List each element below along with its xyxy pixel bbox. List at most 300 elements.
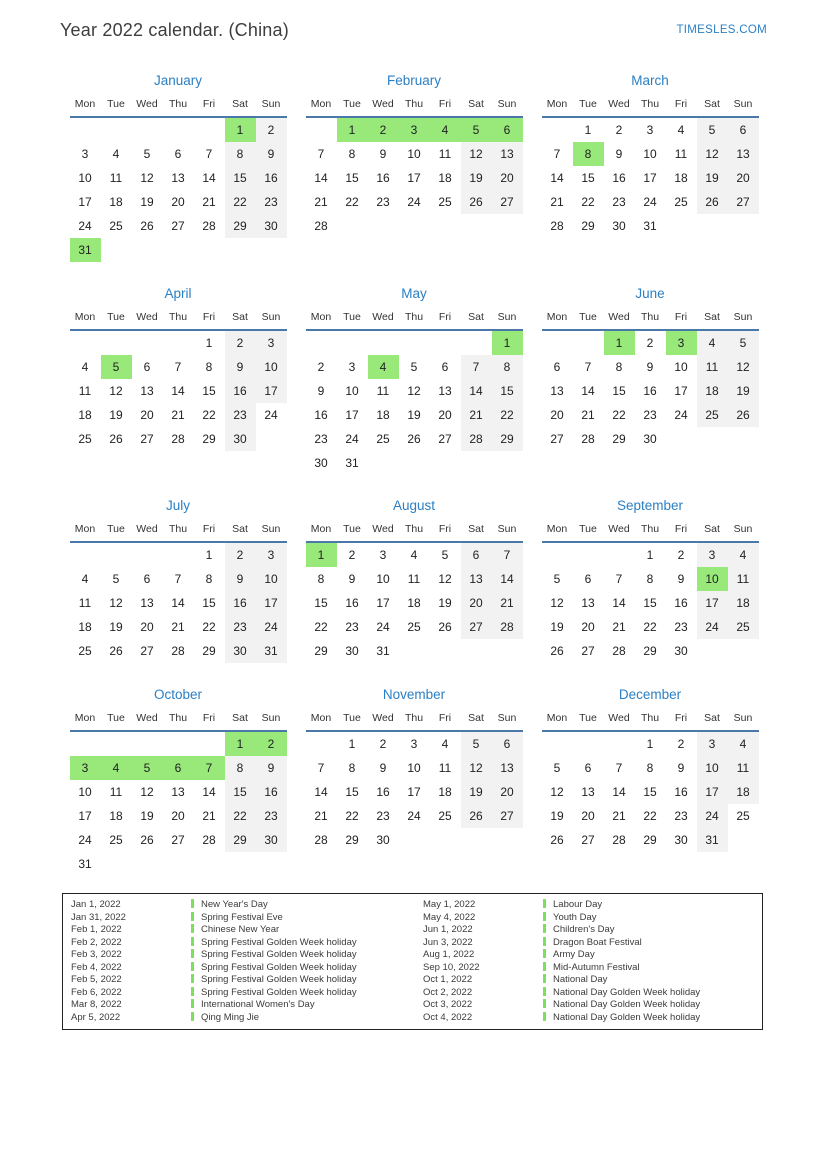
weekday-header-sun: Sun: [492, 519, 523, 542]
empty-cell: [163, 238, 194, 262]
day-february-7: 7: [317, 147, 325, 161]
day-january-16: 16: [256, 166, 287, 190]
legend-date: Apr 5, 2022: [71, 1011, 121, 1023]
holiday-marker-bar: [543, 937, 546, 946]
day-september-21: 21: [612, 620, 626, 634]
day-july-16: 16: [225, 591, 256, 615]
day-october-3: 3: [70, 756, 101, 780]
day-july-14: 14: [171, 596, 185, 610]
empty-cell: [697, 214, 728, 238]
day-march-27: 27: [728, 190, 759, 214]
day-december-21: 21: [612, 809, 626, 823]
legend-entry: [543, 999, 762, 1012]
empty-cell: [430, 330, 461, 355]
day-may-7: 7: [461, 355, 492, 379]
empty-cell: [132, 330, 163, 355]
day-july-21: 21: [171, 620, 185, 634]
day-january-28: 28: [202, 219, 216, 233]
week-row: [70, 852, 287, 876]
day-february-14: 14: [314, 171, 328, 185]
day-february-19: 19: [461, 166, 492, 190]
day-september-6: 6: [584, 572, 592, 586]
site-link[interactable]: TIMESLES.COM: [676, 24, 767, 36]
weekday-header-thu: Thu: [635, 519, 666, 542]
weekday-header-sat: Sat: [461, 307, 492, 330]
day-march-4: 4: [677, 123, 685, 137]
day-october-31: 31: [78, 857, 92, 871]
legend-date: Mar 8, 2022: [71, 999, 122, 1010]
legend-entry: [543, 899, 762, 912]
day-february-17: 17: [407, 171, 421, 185]
legend-entry: [191, 987, 423, 1000]
day-september-27: 27: [581, 644, 595, 658]
day-january-4: 4: [112, 147, 120, 161]
day-november-28: 28: [314, 833, 328, 847]
day-april-20: 20: [140, 408, 154, 422]
weekday-header-fri: Fri: [666, 708, 697, 731]
day-june-21: 21: [581, 408, 595, 422]
week-row: [306, 190, 523, 214]
weekday-header-wed: Wed: [132, 94, 163, 117]
day-september-25: 25: [728, 615, 759, 639]
day-april-13: 13: [140, 384, 154, 398]
week-row: [70, 355, 287, 379]
week-row: [306, 427, 523, 451]
empty-cell: [256, 852, 287, 876]
weekday-header-thu: Thu: [399, 94, 430, 117]
holiday-marker-bar: [191, 949, 194, 958]
day-june-17: 17: [674, 384, 688, 398]
day-april-26: 26: [109, 432, 123, 446]
day-august-30: 30: [345, 644, 359, 658]
day-september-16: 16: [674, 596, 688, 610]
week-row: [542, 427, 759, 451]
day-march-19: 19: [697, 166, 728, 190]
day-february-18: 18: [438, 171, 452, 185]
weekday-header-thu: Thu: [635, 708, 666, 731]
empty-cell: [101, 330, 132, 355]
empty-cell: [101, 238, 132, 262]
day-september-19: 19: [550, 620, 564, 634]
day-january-20: 20: [171, 195, 185, 209]
empty-cell: [132, 731, 163, 756]
day-february-6: 6: [492, 117, 523, 142]
empty-cell: [337, 330, 368, 355]
day-may-4: 4: [368, 355, 399, 379]
day-september-15: 15: [643, 596, 657, 610]
empty-cell: [461, 828, 492, 852]
weekday-header-tue: Tue: [573, 307, 604, 330]
day-may-27: 27: [438, 432, 452, 446]
day-july-10: 10: [256, 567, 287, 591]
day-december-19: 19: [550, 809, 564, 823]
day-june-27: 27: [550, 432, 564, 446]
empty-cell: [70, 731, 101, 756]
empty-cell: [399, 451, 430, 475]
day-october-23: 23: [256, 804, 287, 828]
day-september-18: 18: [728, 591, 759, 615]
day-december-29: 29: [643, 833, 657, 847]
legend-holiday-name: Spring Festival Golden Week holiday: [201, 961, 357, 973]
week-row: [542, 756, 759, 780]
day-january-18: 18: [109, 195, 123, 209]
month-december: [532, 684, 768, 876]
day-april-10: 10: [256, 355, 287, 379]
legend-holiday-name: Spring Festival Golden Week holiday: [201, 949, 357, 960]
empty-cell: [697, 639, 728, 663]
weekday-header-sat: Sat: [461, 519, 492, 542]
day-march-21: 21: [550, 195, 564, 209]
weekday-header-sat: Sat: [461, 94, 492, 117]
day-february-24: 24: [407, 195, 421, 209]
empty-cell: [430, 639, 461, 663]
weekday-header-wed: Wed: [604, 94, 635, 117]
day-october-25: 25: [109, 833, 123, 847]
legend-holiday-name: Youth Day: [553, 911, 597, 923]
day-march-6: 6: [728, 117, 759, 142]
february-grid: [306, 94, 523, 238]
day-may-11: 11: [376, 384, 390, 398]
week-row: [70, 330, 287, 355]
day-december-18: 18: [728, 780, 759, 804]
day-october-21: 21: [202, 809, 216, 823]
empty-cell: [225, 238, 256, 262]
day-september-12: 12: [550, 596, 564, 610]
week-row: [70, 166, 287, 190]
day-july-12: 12: [109, 596, 123, 610]
empty-cell: [430, 828, 461, 852]
empty-cell: [492, 828, 523, 852]
weekday-header-sat: Sat: [225, 519, 256, 542]
legend-entry: [543, 987, 762, 1000]
weekday-header-thu: Thu: [399, 519, 430, 542]
day-april-18: 18: [78, 408, 92, 422]
empty-cell: [306, 731, 337, 756]
day-july-27: 27: [140, 644, 154, 658]
day-july-20: 20: [140, 620, 154, 634]
weekday-header-sun: Sun: [256, 94, 287, 117]
weekday-header-mon: Mon: [70, 519, 101, 542]
empty-cell: [101, 852, 132, 876]
june-grid: [542, 307, 759, 451]
month-august: [296, 495, 532, 684]
day-october-5: 5: [132, 756, 163, 780]
week-row: [542, 190, 759, 214]
legend-holiday-name: Dragon Boat Festival: [553, 936, 642, 948]
day-june-9: 9: [646, 360, 654, 374]
day-june-6: 6: [553, 360, 561, 374]
day-november-6: 6: [492, 731, 523, 756]
day-october-4: 4: [101, 756, 132, 780]
day-october-14: 14: [202, 785, 216, 799]
day-october-11: 11: [109, 785, 123, 799]
month-title-april: April: [164, 286, 192, 301]
week-row: [70, 379, 287, 403]
day-september-14: 14: [612, 596, 626, 610]
day-april-12: 12: [109, 384, 123, 398]
day-august-11: 11: [407, 572, 421, 586]
day-october-17: 17: [78, 809, 92, 823]
month-title-june: June: [635, 286, 665, 301]
day-january-27: 27: [171, 219, 185, 233]
day-may-14: 14: [461, 379, 492, 403]
weekday-header-tue: Tue: [337, 94, 368, 117]
day-october-30: 30: [256, 828, 287, 852]
day-may-5: 5: [410, 360, 418, 374]
day-september-10: 10: [697, 567, 728, 591]
day-october-18: 18: [109, 809, 123, 823]
legend-date: Oct 1, 2022: [423, 974, 473, 985]
day-july-18: 18: [78, 620, 92, 634]
day-april-8: 8: [205, 360, 213, 374]
day-may-23: 23: [314, 432, 328, 446]
legend-entry: [543, 912, 762, 925]
week-row: [70, 591, 287, 615]
empty-cell: [132, 542, 163, 567]
day-july-22: 22: [202, 620, 216, 634]
day-june-19: 19: [728, 379, 759, 403]
day-july-19: 19: [109, 620, 123, 634]
day-february-5: 5: [461, 117, 492, 142]
day-may-15: 15: [492, 379, 523, 403]
week-row: [542, 117, 759, 142]
week-row: [542, 542, 759, 567]
day-november-18: 18: [438, 785, 452, 799]
empty-cell: [70, 542, 101, 567]
weekday-header-tue: Tue: [101, 519, 132, 542]
legend-entry: [191, 962, 423, 975]
day-november-5: 5: [461, 731, 492, 756]
day-april-24: 24: [264, 408, 278, 422]
weekday-header-sun: Sun: [492, 94, 523, 117]
day-january-24: 24: [78, 219, 92, 233]
empty-cell: [666, 214, 697, 238]
week-row: [542, 355, 759, 379]
day-august-29: 29: [314, 644, 328, 658]
day-august-8: 8: [317, 572, 325, 586]
legend-date: Oct 2, 2022: [423, 986, 473, 998]
holiday-marker-bar: [543, 912, 546, 921]
day-august-13: 13: [461, 567, 492, 591]
weekday-header-tue: Tue: [337, 307, 368, 330]
day-june-14: 14: [581, 384, 595, 398]
day-january-2: 2: [256, 117, 287, 142]
day-march-25: 25: [674, 195, 688, 209]
day-august-14: 14: [492, 567, 523, 591]
day-february-3: 3: [399, 117, 430, 142]
weekday-header-fri: Fri: [430, 708, 461, 731]
day-february-16: 16: [376, 171, 390, 185]
weekday-header-mon: Mon: [70, 708, 101, 731]
empty-cell: [368, 451, 399, 475]
legend-date: May 4, 2022: [423, 911, 476, 923]
weekday-header-sat: Sat: [697, 307, 728, 330]
day-february-11: 11: [438, 147, 452, 161]
holiday-marker-bar: [191, 937, 194, 946]
day-april-7: 7: [174, 360, 182, 374]
holiday-marker-bar: [191, 987, 194, 996]
day-december-3: 3: [697, 731, 728, 756]
legend-entry: [543, 1012, 762, 1025]
day-january-30: 30: [256, 214, 287, 238]
month-title-october: October: [153, 687, 203, 702]
day-january-19: 19: [140, 195, 154, 209]
day-october-7: 7: [194, 756, 225, 780]
day-june-23: 23: [643, 408, 657, 422]
day-september-11: 11: [728, 567, 759, 591]
weekday-header-fri: Fri: [430, 519, 461, 542]
day-august-24: 24: [376, 620, 390, 634]
day-january-10: 10: [78, 171, 92, 185]
empty-cell: [604, 542, 635, 567]
week-row: [70, 190, 287, 214]
day-february-27: 27: [492, 190, 523, 214]
week-row: [306, 355, 523, 379]
day-june-12: 12: [728, 355, 759, 379]
weekday-header-sat: Sat: [225, 94, 256, 117]
empty-cell: [194, 117, 225, 142]
day-february-2: 2: [368, 117, 399, 142]
day-july-28: 28: [171, 644, 185, 658]
week-row: [306, 214, 523, 238]
weekday-header-tue: Tue: [101, 307, 132, 330]
empty-cell: [542, 542, 573, 567]
week-row: [542, 615, 759, 639]
empty-cell: [101, 117, 132, 142]
day-april-23: 23: [225, 403, 256, 427]
day-october-9: 9: [256, 756, 287, 780]
day-march-8: 8: [573, 142, 604, 166]
day-june-10: 10: [674, 360, 688, 374]
day-august-28: 28: [492, 615, 523, 639]
legend-entry: [191, 974, 423, 987]
week-row: [70, 780, 287, 804]
week-row: [542, 214, 759, 238]
day-december-5: 5: [553, 761, 561, 775]
week-row: [306, 379, 523, 403]
day-october-13: 13: [171, 785, 185, 799]
empty-cell: [399, 639, 430, 663]
empty-cell: [728, 214, 759, 238]
december-grid: [542, 708, 759, 852]
day-september-2: 2: [677, 548, 685, 562]
day-july-30: 30: [225, 639, 256, 663]
day-july-5: 5: [112, 572, 120, 586]
week-row: [542, 142, 759, 166]
weekday-header-mon: Mon: [542, 708, 573, 731]
week-row: [542, 567, 759, 591]
week-row: [70, 427, 287, 451]
week-row: [542, 804, 759, 828]
legend-holiday-name: International Women's Day: [201, 999, 315, 1010]
day-june-25: 25: [697, 403, 728, 427]
empty-cell: [399, 214, 430, 238]
day-october-28: 28: [202, 833, 216, 847]
day-february-4: 4: [430, 117, 461, 142]
day-june-1: 1: [604, 330, 635, 355]
weekday-header-sat: Sat: [461, 708, 492, 731]
month-january: [60, 70, 296, 283]
day-september-3: 3: [697, 542, 728, 567]
day-june-3: 3: [666, 330, 697, 355]
empty-cell: [492, 451, 523, 475]
day-december-20: 20: [581, 809, 595, 823]
empty-cell: [163, 542, 194, 567]
day-november-27: 27: [492, 804, 523, 828]
weekday-header-sun: Sun: [492, 307, 523, 330]
day-may-28: 28: [461, 427, 492, 451]
day-november-12: 12: [461, 756, 492, 780]
week-row: [70, 542, 287, 567]
week-row: [306, 731, 523, 756]
day-march-24: 24: [643, 195, 657, 209]
day-october-12: 12: [140, 785, 154, 799]
day-october-22: 22: [225, 804, 256, 828]
week-row: [306, 330, 523, 355]
month-may: [296, 283, 532, 495]
week-row: [306, 780, 523, 804]
day-may-31: 31: [345, 456, 359, 470]
day-march-16: 16: [612, 171, 626, 185]
day-march-22: 22: [581, 195, 595, 209]
day-march-15: 15: [581, 171, 595, 185]
day-december-27: 27: [581, 833, 595, 847]
weekday-header-mon: Mon: [542, 519, 573, 542]
day-may-12: 12: [407, 384, 421, 398]
day-march-29: 29: [581, 219, 595, 233]
weekday-header-sat: Sat: [225, 708, 256, 731]
day-april-2: 2: [225, 330, 256, 355]
week-row: [306, 756, 523, 780]
legend-entry: [191, 949, 423, 962]
day-january-1: 1: [225, 117, 256, 142]
day-february-13: 13: [492, 142, 523, 166]
day-november-10: 10: [407, 761, 421, 775]
day-june-29: 29: [612, 432, 626, 446]
day-april-6: 6: [143, 360, 151, 374]
day-september-7: 7: [615, 572, 623, 586]
day-january-13: 13: [171, 171, 185, 185]
empty-cell: [194, 238, 225, 262]
weekday-header-wed: Wed: [368, 307, 399, 330]
week-row: [542, 330, 759, 355]
week-row: [542, 379, 759, 403]
month-title-november: November: [382, 687, 446, 702]
months-grid: [60, 70, 768, 876]
day-december-23: 23: [674, 809, 688, 823]
empty-cell: [256, 427, 287, 451]
day-october-26: 26: [140, 833, 154, 847]
day-june-8: 8: [615, 360, 623, 374]
weekday-header-wed: Wed: [604, 519, 635, 542]
legend-holiday-name: National Day Golden Week holiday: [553, 1011, 701, 1023]
month-february: [296, 70, 532, 283]
day-october-10: 10: [78, 785, 92, 799]
week-row: [70, 142, 287, 166]
day-august-27: 27: [461, 615, 492, 639]
day-june-7: 7: [584, 360, 592, 374]
day-december-15: 15: [643, 785, 657, 799]
day-january-12: 12: [140, 171, 154, 185]
september-grid: [542, 519, 759, 663]
legend-holiday-name: New Year's Day: [201, 899, 268, 910]
day-december-14: 14: [612, 785, 626, 799]
empty-cell: [430, 214, 461, 238]
legend-holiday-name: Spring Festival Golden Week holiday: [201, 936, 357, 948]
weekday-header-sat: Sat: [225, 307, 256, 330]
august-grid: [306, 519, 523, 663]
day-july-15: 15: [202, 596, 216, 610]
